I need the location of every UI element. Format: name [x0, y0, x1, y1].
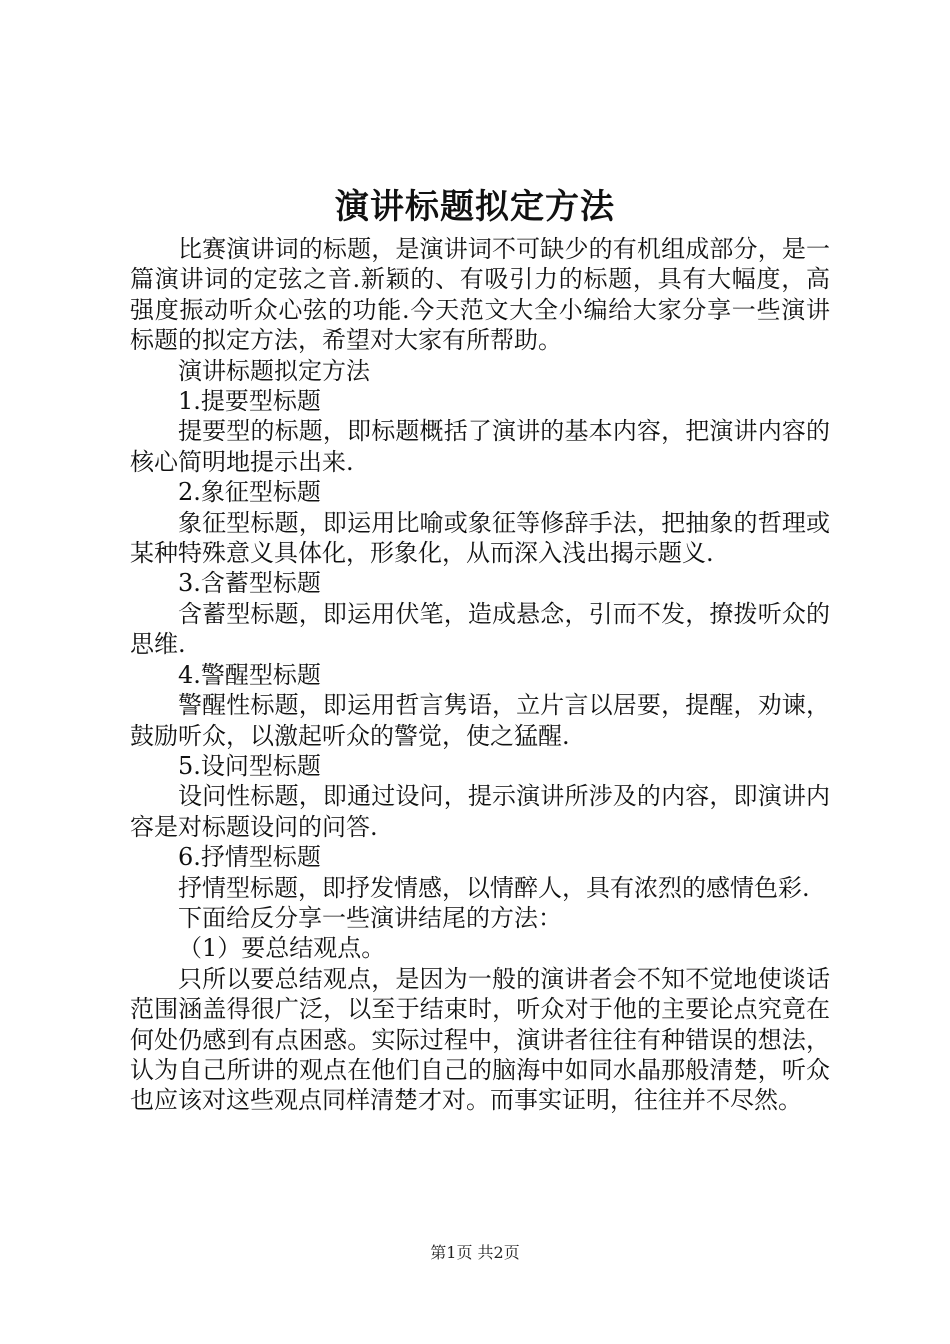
- item-heading: 3.含蓄型标题: [178, 569, 321, 598]
- item-paragraph: 象征型标题，即运用比喻或象征等修辞手法，把抽象的哲理或某种特殊意义具体化，形象化，从而深入浅出揭示题义.: [130, 508, 830, 568]
- document-title: 演讲标题拟定方法: [335, 187, 615, 227]
- item-heading: 5.设问型标题: [178, 751, 321, 780]
- item-paragraph: 抒情型标题，即抒发情感，以情醉人，具有浓烈的感情色彩.: [178, 873, 810, 902]
- page-number: 第1页 共2页: [430, 1243, 520, 1262]
- item-heading: 6.抒情型标题: [178, 843, 321, 872]
- document-body: [130, 234, 830, 1116]
- item-paragraph: 只所以要总结观点，是因为一般的演讲者会不知不觉地使谈话范围涵盖得很广泛，以至于结束时，听众对于他的主要论点究竟在何处仍感到有点困惑。实际过程中，演讲者往往有种错误的想法，认为自己所讲的观点在他们自己的脑海中如同水晶那般清楚，听众也应该对这些观点同样清楚才对。而事实证明，往往并不尽然。: [130, 964, 830, 1115]
- intro-paragraph: 比赛演讲词的标题，是演讲词不可缺少的有机组成部分，是一篇演讲词的定弦之音.新颖的、有吸引力的标题，具有大幅度，高强度振动听众心弦的功能.今天范文大全小编给大家分享一些演讲标题的拟定方法，希望对大家有所帮助。: [130, 235, 830, 355]
- item-heading: 4.警醒型标题: [178, 660, 321, 689]
- item-heading: （1）要总结观点。: [178, 934, 386, 963]
- section-intro: 下面给反分享一些演讲结尾的方法：: [178, 903, 562, 932]
- item-paragraph: 含蓄型标题，即运用伏笔，造成悬念，引而不发，撩拨听众的思维.: [130, 599, 830, 659]
- item-paragraph: 警醒性标题，即运用哲言隽语，立片言以居要，提醒，劝谏，鼓励听众，以激起听众的警觉，使之猛醒.: [130, 691, 830, 750]
- item-heading: 2.象征型标题: [178, 478, 321, 507]
- item-paragraph: 设问性标题，即通过设问，提示演讲所涉及的内容，即演讲内容是对标题设问的问答.: [130, 782, 830, 841]
- item-paragraph: 提要型的标题，即标题概括了演讲的基本内容，把演讲内容的核心简明地提示出来.: [130, 417, 830, 476]
- item-heading: 1.提要型标题: [178, 387, 321, 416]
- section-heading: 演讲标题拟定方法: [178, 356, 370, 385]
